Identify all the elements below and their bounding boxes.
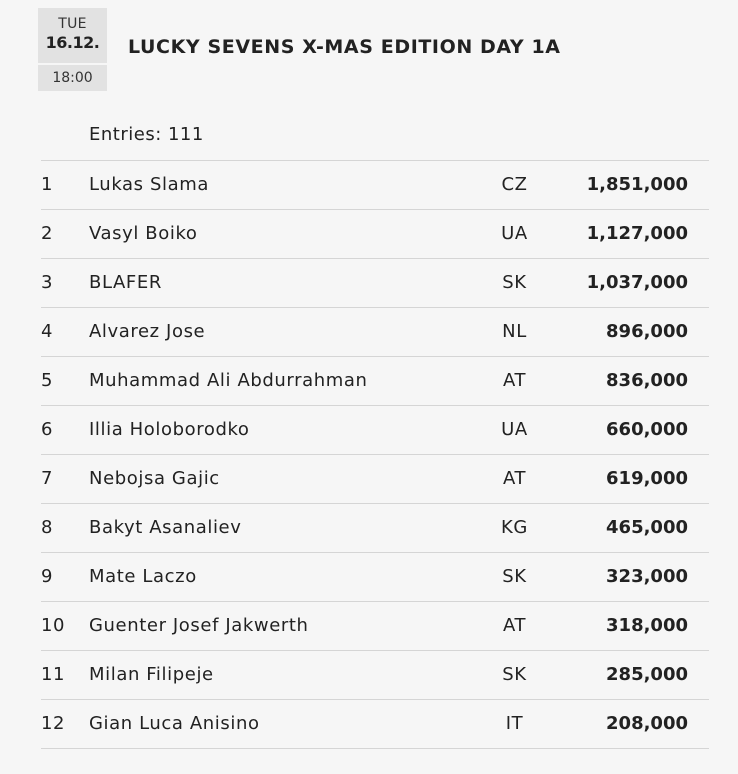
chip-count: 1,037,000 bbox=[586, 272, 688, 293]
result-rank: 1 bbox=[41, 174, 54, 195]
result-row bbox=[41, 602, 709, 651]
result-row bbox=[41, 406, 709, 455]
event-weekday: TUE bbox=[58, 16, 87, 32]
results-table bbox=[41, 160, 709, 749]
result-rank: 4 bbox=[41, 321, 54, 342]
result-rank: 11 bbox=[41, 664, 66, 685]
result-rank: 7 bbox=[41, 468, 54, 489]
player-country: SK bbox=[502, 664, 527, 685]
player-country: NL bbox=[502, 321, 527, 342]
result-rank: 2 bbox=[41, 223, 54, 244]
player-country: AT bbox=[502, 615, 527, 636]
event-date bbox=[38, 8, 107, 63]
result-row bbox=[41, 308, 709, 357]
result-rank: 3 bbox=[41, 272, 54, 293]
player-name: Guenter Josef Jakwerth bbox=[89, 615, 309, 636]
chip-count: 323,000 bbox=[606, 566, 688, 587]
chip-count: 660,000 bbox=[606, 419, 688, 440]
event-day-month: 16.12. bbox=[45, 33, 100, 52]
player-country: CZ bbox=[501, 174, 528, 195]
player-country: UA bbox=[501, 419, 528, 440]
player-country: SK bbox=[502, 272, 527, 293]
chip-count: 1,127,000 bbox=[586, 223, 688, 244]
player-name: BLAFER bbox=[89, 272, 162, 293]
player-name: Nebojsa Gajic bbox=[89, 468, 220, 489]
chip-count: 1,851,000 bbox=[586, 174, 688, 195]
result-rank: 5 bbox=[41, 370, 54, 391]
player-name: Lukas Slama bbox=[89, 174, 209, 195]
entries-count: Entries: 111 bbox=[89, 124, 204, 145]
player-name: Muhammad Ali Abdurrahman bbox=[89, 370, 368, 391]
player-country: UA bbox=[501, 223, 528, 244]
result-row bbox=[41, 651, 709, 700]
event-time: 18:00 bbox=[52, 70, 93, 86]
player-country: SK bbox=[502, 566, 527, 587]
result-row bbox=[41, 504, 709, 553]
chip-count: 318,000 bbox=[606, 615, 688, 636]
event-date-badge bbox=[38, 8, 107, 91]
player-name: Mate Laczo bbox=[89, 566, 197, 587]
result-rank: 12 bbox=[41, 713, 66, 734]
player-name: Bakyt Asanaliev bbox=[89, 517, 242, 538]
result-rank: 9 bbox=[41, 566, 54, 587]
chip-count: 285,000 bbox=[606, 664, 688, 685]
result-row bbox=[41, 553, 709, 602]
chip-count: 208,000 bbox=[606, 713, 688, 734]
result-row bbox=[41, 455, 709, 504]
player-country: KG bbox=[501, 517, 528, 538]
player-name: Vasyl Boiko bbox=[89, 223, 198, 244]
result-rank: 8 bbox=[41, 517, 54, 538]
chip-count: 465,000 bbox=[606, 517, 688, 538]
result-row bbox=[41, 161, 709, 210]
player-name: Milan Filipeje bbox=[89, 664, 214, 685]
chip-count: 896,000 bbox=[606, 321, 688, 342]
result-row bbox=[41, 210, 709, 259]
chip-count: 619,000 bbox=[606, 468, 688, 489]
result-row bbox=[41, 357, 709, 406]
result-row bbox=[41, 700, 709, 749]
result-row bbox=[41, 259, 709, 308]
player-name: Illia Holoborodko bbox=[89, 419, 250, 440]
result-rank: 10 bbox=[41, 615, 66, 636]
event-title: LUCKY SEVENS X-MAS EDITION DAY 1A bbox=[128, 36, 561, 58]
player-country: AT bbox=[502, 370, 527, 391]
result-rank: 6 bbox=[41, 419, 54, 440]
player-name: Gian Luca Anisino bbox=[89, 713, 260, 734]
player-name: Alvarez Jose bbox=[89, 321, 206, 342]
chip-count: 836,000 bbox=[606, 370, 688, 391]
player-country: AT bbox=[502, 468, 527, 489]
player-country: IT bbox=[505, 713, 524, 734]
